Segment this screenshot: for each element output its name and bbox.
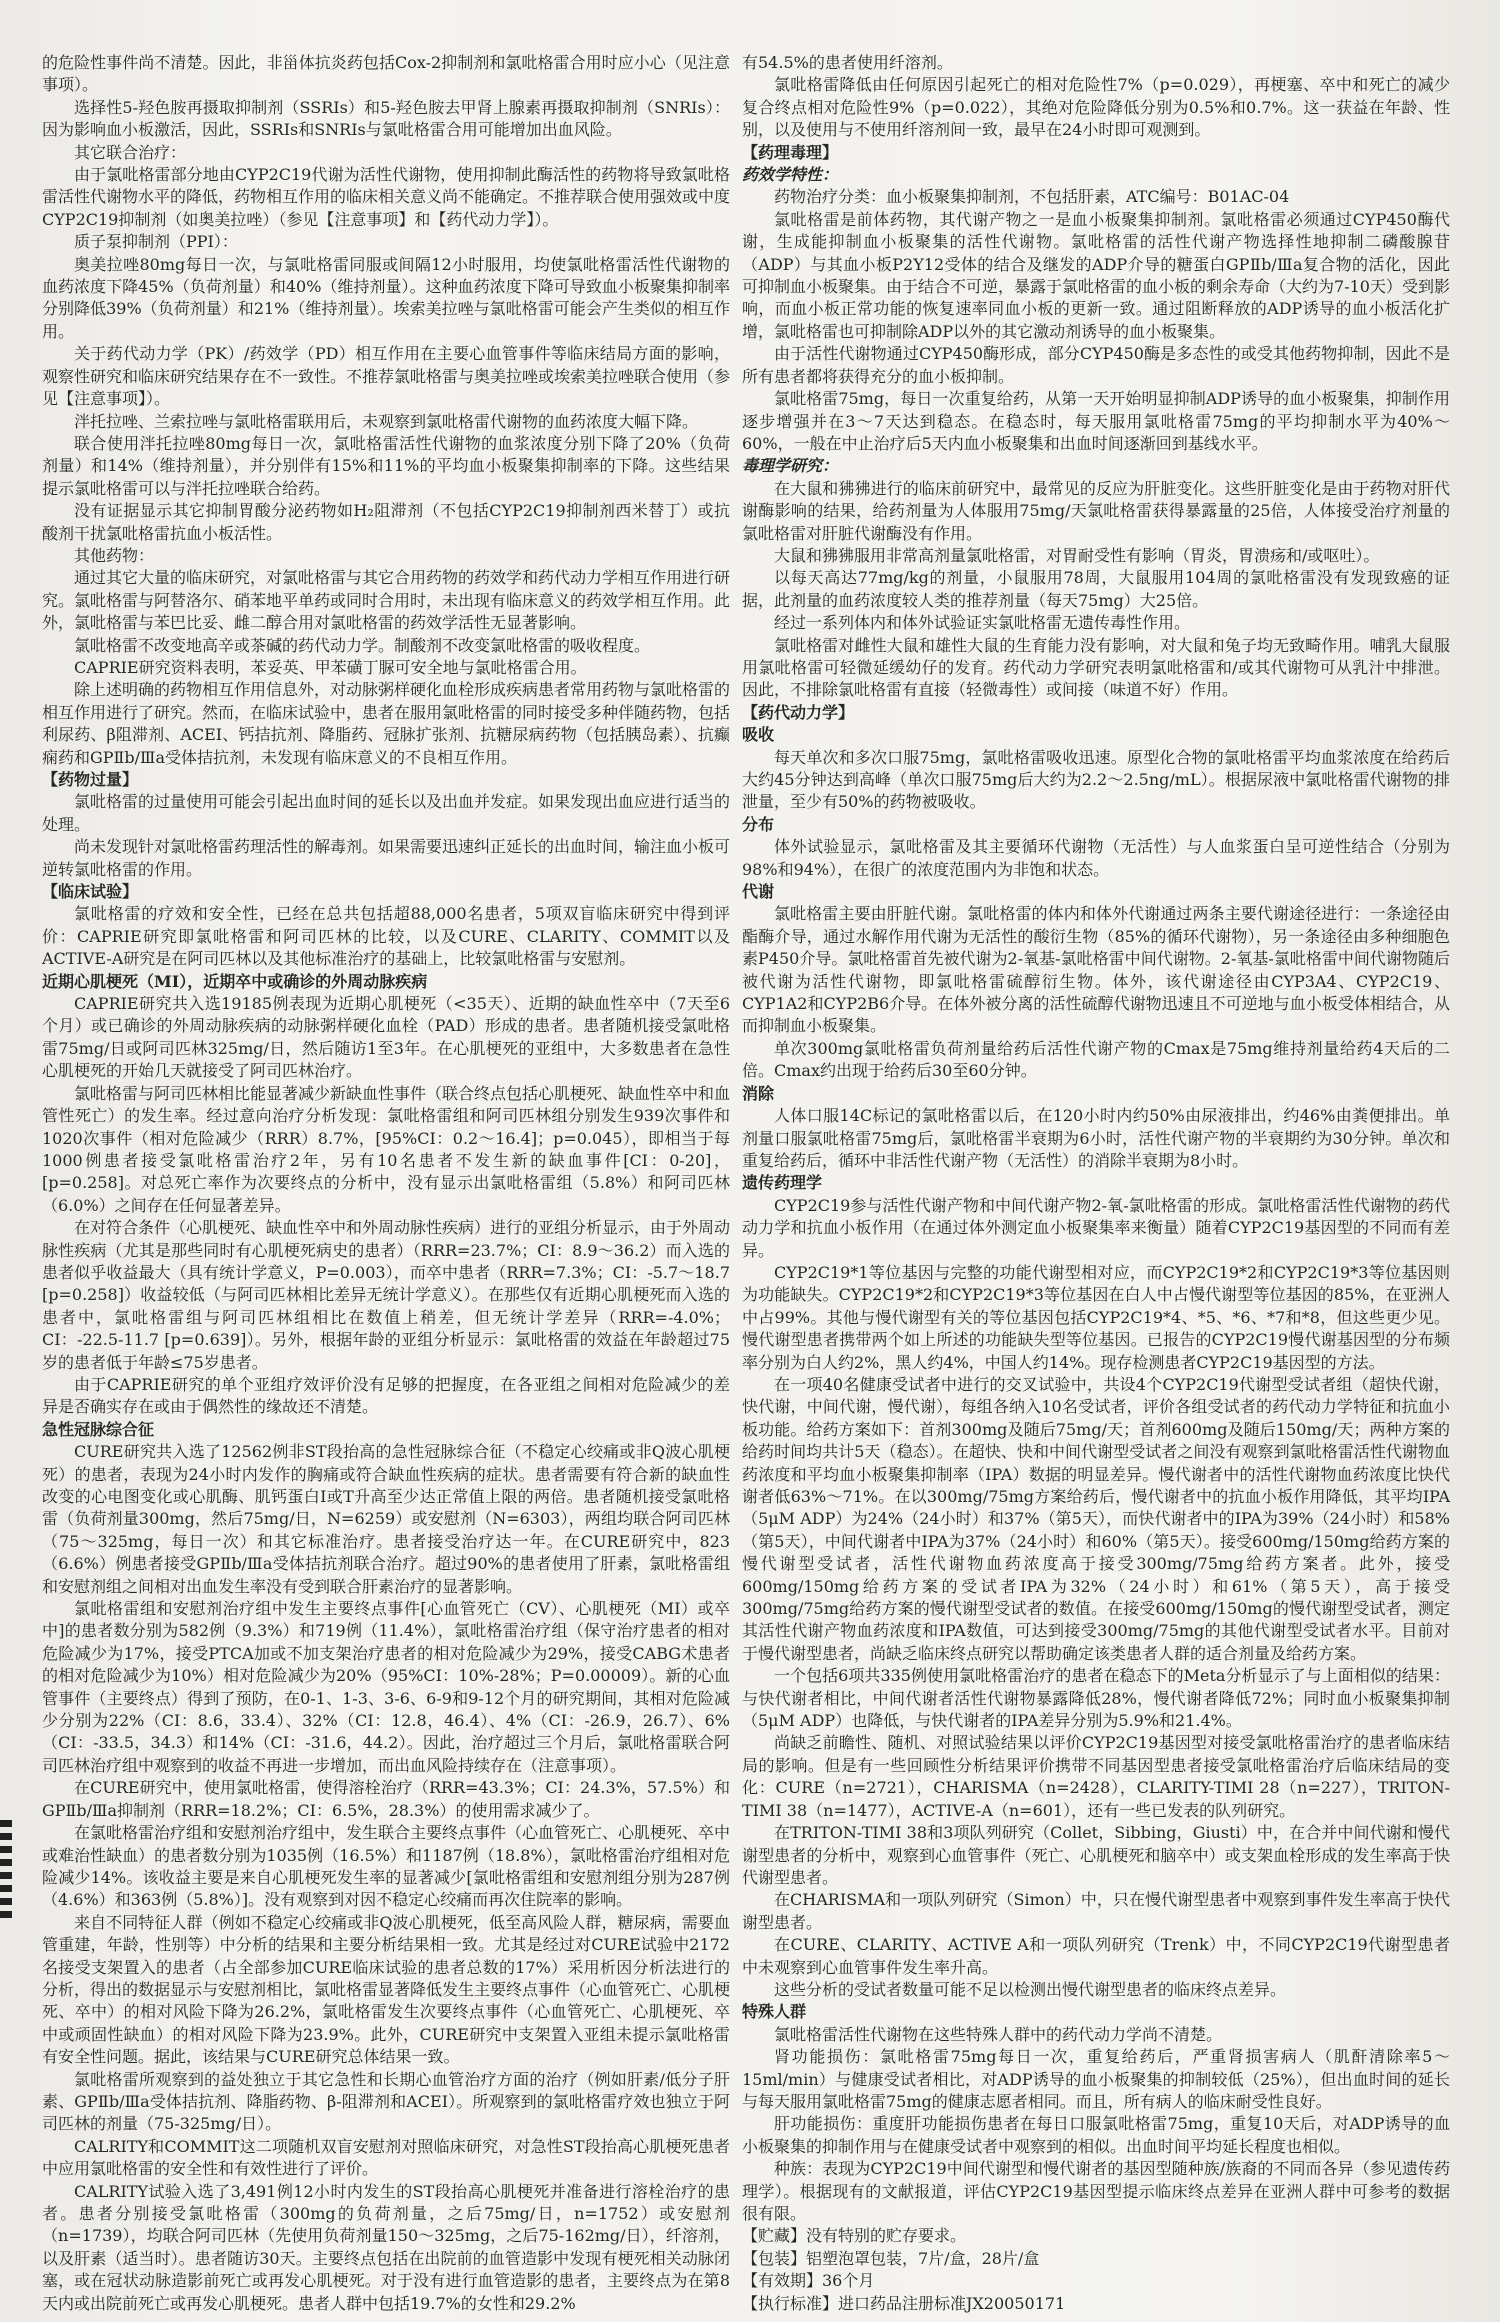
right-paragraph: 【有效期】36个月 xyxy=(742,2271,875,2291)
right-subheading: 分布 xyxy=(742,814,775,834)
right-subheading: 消除 xyxy=(742,1083,775,1103)
right-paragraph: 氯吡格雷75mg，每日一次重复给药，从第一天开始明显抑制ADP诱导的血小板聚集，抑制作用逐步增强并在3～7天达到稳态。在稳态时，每天服用氯吡格雷75mg的平均抑制水平为40%～60%，一般在中止治疗后5天内血小板聚集和出血时间逐渐回到基线水平。 xyxy=(742,389,1450,453)
right-section-heading: 【药理毒理】 xyxy=(742,142,839,162)
left-paragraph: 由于CAPRIE研究的单个亚组疗效评价没有足够的把握度，在各亚组之间相对危险减少的差异是否确实存在或由于偶然性的缘故还不清楚。 xyxy=(42,1374,730,1417)
left-paragraph: CALRITY和COMMIT这二项随机双盲安慰剂对照临床研究，对急性ST段抬高心肌梗死患者中应用氯吡格雷的安全性和有效性进行了评价。 xyxy=(42,2136,730,2179)
right-paragraph: 【贮藏】没有特别的贮存要求。 xyxy=(742,2226,967,2246)
left-paragraph: 氯吡格雷的过量使用可能会引起出血时间的延长以及出血并发症。如果发现出血应进行适当的处理。 xyxy=(42,792,731,834)
right-paragraph: 一个包括6项共335例使用氯吡格雷治疗的患者在稳态下的Meta分析显示了与上面相似的结果：与快代谢者相比，中间代谢者活性代谢物暴露降低28%，慢代谢者降低72%；同时血小板聚集抑制（5μM ADP）也降低，与快代谢者的IPA差异分别为5.9%和21.4%。 xyxy=(742,1666,1450,1731)
left-section-heading: 【临床试验】 xyxy=(42,882,139,902)
left-paragraph: 氯吡格雷与阿司匹林相比能显著减少新缺血性事件（联合终点包括心肌梗死、缺血性卒中和血管性死亡）的发生率。经过意向治疗分析发现：氯吡格雷组和阿司匹林组分别发生939次事件和1020次事件（相对危险减少（RRR）8.7%，[95%CI：0.2～16.4]；p=0.045），即相当于每1000例患者接受氯吡格雷治疗2年，另有10名患者不发生新的缺血事件[CI：0-20]，[p=0.258]。对总死亡率作为次要终点的分析中，没有显示出氯吡格雷组（5.8%）和阿司匹林（6.0%）之间存在任何显著差异。 xyxy=(42,1083,731,1215)
left-paragraph: 在对符合条件（心肌梗死、缺血性卒中和外周动脉性疾病）进行的亚组分析显示，由于外周动脉性疾病（尤其是那些同时有心肌梗死病史的患者）（RRR=23.7%；CI：8.9～36.2）而入选的患者似乎收益最大（具有统计学意义，P=0.003），而卒中患者（RRR=7.3%；CI：-5.7～18.7 [p=0.258]）收益较低（与阿司匹林相比差异无统计学意义）。在那些仅有近期心肌梗死而入选的患者中，氯吡格雷组与阿司匹林组相比在数值上稍差，但无统计学差异（RRR=-4.0%；CI：-22.5-11.7 [p=0.639]）。另外，根据年龄的亚组分析显示：氯吡格雷的效益在年龄超过75岁的患者低于年龄≤75岁患者。 xyxy=(42,1218,731,1372)
right-subsection-heading: 药效学特性： xyxy=(742,165,839,185)
left-paragraph: CAPRIE研究共入选19185例表现为近期心肌梗死（<35天）、近期的缺血性卒中（7天至6个月）或已确诊的外周动脉疾病的动脉粥样硬化血栓（PAD）形成的患者。患者随机接受氯吡格雷75mg/日或阿司匹林325mg/日，然后随访1至3年。在心肌梗死的亚组中，大多数患者在急性心肌梗死的开始几天就接受了阿司匹林治疗。 xyxy=(42,994,730,1081)
right-paragraph: 尚缺乏前瞻性、随机、对照试验结果以评价CYP2C19基因型对接受氯吡格雷治疗的患者临床结局的影响。但是有一些回顾性分析结果评价携带不同基因型患者接受氯吡格雷治疗后临床结局的变化：CURE（n=2721），CHARISMA（n=2428），CLARITY-TIMI 28（n=227），TRITON-TIMI 38（n=1477），ACTIVE-A（n=601），还有一些已发表的队列研究。 xyxy=(742,1733,1450,1820)
right-paragraph: 氯吡格雷主要由肝脏代谢。氯吡格雷的体内和体外代谢通过两条主要代谢途径进行：一条途径由酯酶介导，通过水解作用代谢为无活性的酸衍生物（85%的循环代谢物），另一条途径由多种细胞色素P450介导。氯吡格雷首先被代谢为2-氧基-氯吡格雷中间代谢物。2-氧基-氯吡格雷中间代谢物随后被代谢为活性代谢物，即氯吡格雷硫醇衍生物。体外，该代谢途径由CYP3A4、CYP2C19、CYP1A2和CYP2B6介导。在体外被分离的活性硫醇代谢物迅速且不可逆地与血小板受体相结合，从而抑制血小板聚集。 xyxy=(742,904,1450,1036)
left-paragraph: 在氯吡格雷治疗组和安慰剂治疗组中，发生联合主要终点事件（心血管死亡、心肌梗死、卒中或难治性缺血）的患者数分别为1035例（16.5%）和1187例（18.8%），氯吡格雷治疗组相对危险减少14%。该收益主要是来自心肌梗死发生率的显著减少[氯吡格雷组和安慰剂组分别为287例（4.6%）和363例（5.8%）]。没有观察到对因不稳定心绞痛而再次住院率的影响。 xyxy=(42,1823,731,1910)
right-paragraph: 种族：表现为CYP2C19中间代谢型和慢代谢者的基因型随种族/族裔的不同而各异（参见遗传药理学）。根据现有的文献报道，评估CYP2C19基因型提示临床终点差异在亚洲人群中可参考的数据很有限。 xyxy=(742,2159,1450,2223)
right-paragraph: 以每天高达77mg/kg的剂量，小鼠服用78周，大鼠服用104周的氯吡格雷没有发现致癌的证据，此剂量的血药浓度较人类的推荐剂量（每天75mg）大25倍。 xyxy=(742,568,1450,610)
right-paragraph: CYP2C19参与活性代谢产物和中间代谢产物2-氧-氯吡格雷的形成。氯吡格雷活性代谢物的药代动力学和抗血小板作用（在通过体外测定血小板聚集率来衡量）随着CYP2C19基因型的不同而有差异。 xyxy=(742,1195,1450,1260)
right-paragraph: 肝功能损伤：重度肝功能损伤患者在每日口服氯吡格雷75mg，重复10天后，对ADP诱导的血小板聚集的抑制作用与在健康受试者中观察到的相似。出血时间平均延长程度也相似。 xyxy=(742,2114,1450,2156)
left-paragraph: 质子泵抑制剂（PPI）： xyxy=(74,232,238,252)
left-paragraph: CALRITY试验入选了3,491例12小时内发生的ST段抬高心肌梗死并准备进行溶栓治疗的患者。患者分别接受氯吡格雷（300mg的负荷剂量，之后75mg/日，n=1752）或安慰剂（n=1739），均联合阿司匹林（先使用负荷剂量150～325mg，之后75-162mg/日），纤溶剂，以及肝素（适当时）。患者随访30天。主要终点包括在出院前的血管造影中发现有梗死相关动脉闭塞，或在冠状动脉造影前死亡或再发心肌梗死。对于没有进行血管造影的患者，主要终点为在第8天内或出院前死亡或再发心肌梗死。患者人群中包括19.7%的女性和29.2% xyxy=(42,2181,730,2313)
right-paragraph: 这些分析的受试者数量可能不足以检测出慢代谢型患者的临床终点差异。 xyxy=(774,1979,1287,1999)
right-paragraph: 在一项40名健康受试者中进行的交叉试验中，共设4个CYP2C19代谢型受试者组（超快代谢，快代谢，中间代谢，慢代谢），每组各纳入10名受试者，评价各组受试者的药代动力学特征和抗血小板功能。给药方案如下：首剂300mg及随后75mg/天；首剂600mg及随后150mg/天；两种方案的给药时间均共计5天（稳态）。在超快、快和中间代谢型受试者之间没有观察到氯吡格雷活性代谢物血药浓度和平均血小板聚集抑制率（IPA）数据的明显差异。慢代谢者中的活性代谢物血药浓度比快代谢者低63%～71%。在以300mg/75mg方案给药后，慢代谢者中的抗血小板作用降低，其平均IPA（5μM ADP）为24%（24小时）和37%（第5天），而快代谢者中的IPA为39%（24小时）和58%（第5天），中间代谢者中IPA为37%（24小时）和60%（第5天）。接受600mg/150mg给药方案的慢代谢型受试者，活性代谢物血药浓度高于接受300mg/75mg给药方案者。此外，接受600mg/150mg给药方案的受试者IPA为32%（24小时）和61%（第5天），高于接受300mg/75mg给药方案的慢代谢型受试者的数值。在接受600mg/150mg的慢代谢型受试者，测定其活性代谢产物血药浓度和IPA数值，可达到接受300mg/75mg的其他代谢型受试者水平。目前对于慢代谢型患者，尚缺乏临床终点研究以帮助确定该类患者人群的适合剂量及给药方案。 xyxy=(742,1374,1450,1663)
left-subheading: 近期心肌梗死（MI），近期卒中或确诊的外周动脉疾病 xyxy=(42,971,428,991)
right-paragraph: 大鼠和狒狒服用非常高剂量氯吡格雷，对胃耐受性有影响（胃炎，胃溃疡和/或呕吐）。 xyxy=(774,545,1380,565)
right-text-column xyxy=(742,52,1450,2315)
right-subheading: 特殊人群 xyxy=(742,2002,807,2022)
left-paragraph: 其它联合治疗： xyxy=(74,142,187,162)
right-paragraph: 由于活性代谢物通过CYP450酶形成，部分CYP450酶是多态性的或受其他药物抑制，因此不是所有患者都将获得充分的血小板抑制。 xyxy=(742,344,1450,386)
left-paragraph: CURE研究共入选了12562例非ST段抬高的急性冠脉综合征（不稳定心绞痛或非Q波心肌梗死）的患者，表现为24小时内发作的胸痛或符合缺血性疾病的症状。患者需要有符合新的缺血性改变的心电图变化或心肌酶、肌钙蛋白I或T升高至少达正常值上限的两倍。患者随机接受氯吡格雷（负荷剂量300mg，然后75mg/日，N=6259）或安慰剂（N=6303），两组均联合阿司匹林（75～325mg，每日一次）和其它标准治疗。患者接受治疗达一年。在CURE研究中，823（6.6%）例患者接受GPⅡb/Ⅲa受体拮抗剂联合治疗。超过90%的患者使用了肝素，氯吡格雷组和安慰剂组之间相对出血发生率没有受到联合肝素治疗的显著影响。 xyxy=(42,1442,730,1596)
right-paragraph: 药物治疗分类：血小板聚集抑制剂，不包括肝素，ATC编号：B01AC-04 xyxy=(774,187,1290,207)
left-paragraph: 泮托拉唑、兰索拉唑与氯吡格雷联用后，未观察到氯吡格雷代谢物的血药浓度大幅下降。 xyxy=(74,411,699,431)
right-subheading: 吸收 xyxy=(742,725,775,745)
left-paragraph: 来自不同特征人群（例如不稳定心绞痛或非Q波心肌梗死，低至高风险人群，糖尿病，需要血管重建，年龄，性别等）中分析的结果和主要分析结果相一致。尤其是经过对CURE试验中2172名接受支架置入的患者（占全部参加CURE临床试验的患者总数的17%）采用析因分析法进行的分析，得出的数据显示与安慰剂相比，氯吡格雷显著降低发生主要终点事件（心血管死亡、心肌梗死、卒中）的相对风险下降为26.2%，氯吡格雷发生次要终点事件（心血管死亡、心肌梗死、卒中或顽固性缺血）的相对风险下降为23.9%。此外，CURE研究中支架置入亚组未提示氯吡格雷有安全性问题。据此，该结果与CURE研究总体结果一致。 xyxy=(42,1912,731,2067)
left-paragraph: 除上述明确的药物相互作用信息外，对动脉粥样硬化血栓形成疾病患者常用药物与氯吡格雷的相互作用进行了研究。然而，在临床试验中，患者在服用氯吡格雷的同时接受多种伴随药物，包括利尿药、β阻滞剂、ACEI、钙拮抗剂、降脂药、冠脉扩张剂、抗糖尿病药物（包括胰岛素）、抗癫痫药和GPⅡb/Ⅲa受体拮抗剂，未发现有临床意义的不良相互作用。 xyxy=(42,680,731,767)
right-subheading: 代谢 xyxy=(742,882,775,902)
left-section-heading: 【药物过量】 xyxy=(42,770,139,789)
right-paragraph: 氯吡格雷活性代谢物在这些特殊人群中的药代动力学尚不清楚。 xyxy=(774,2024,1223,2044)
left-paragraph: CAPRIE研究资料表明，苯妥英、甲苯磺丁脲可安全地与氯吡格雷合用。 xyxy=(74,657,587,677)
edge-scan-marks xyxy=(0,1820,12,1940)
right-paragraph: 【执行标准】进口药品注册标准JX20050171 xyxy=(742,2293,1066,2313)
left-paragraph: 联合使用泮托拉唑80mg每日一次，氯吡格雷活性代谢物的血浆浓度分别下降了20%（负荷剂量）和14%（维持剂量），并分别伴有15%和11%的平均血小板聚集抑制率的下降。这些结果提示氯吡格雷可以与泮托拉唑联合给药。 xyxy=(42,433,730,498)
right-paragraph: 经过一系列体内和体外试验证实氯吡格雷无遗传毒性作用。 xyxy=(774,613,1191,633)
left-paragraph: 的危险性事件尚不清楚。因此，非甾体抗炎药包括Cox-2抑制剂和氯吡格雷合用时应小心（见注意事项）。 xyxy=(42,53,730,95)
left-paragraph: 氯吡格雷所观察到的益处独立于其它急性和长期心血管治疗方面的治疗（例如肝素/低分子肝素、GPⅡb/Ⅲa受体拮抗剂、降脂药物、β-阻滞剂和ACEI）。所观察到的氯吡格雷疗效也独立于阿司匹林的剂量（75-325mg/日）。 xyxy=(42,2069,730,2134)
right-paragraph: 在CURE、CLARITY、ACTIVE A和一项队列研究（Trenk）中，不同CYP2C19代谢型患者中未观察到心血管事件发生率升高。 xyxy=(742,1935,1450,1977)
right-paragraph: 肾功能损伤：氯吡格雷75mg每日一次，重复给药后，严重肾损害病人（肌酐清除率5～15ml/min）与健康受试者相比，对ADP诱导的血小板聚集的抑制较低（25%），但出血时间的延长与每天服用氯吡格雷75mg的健康志愿者相同。而且，所有病人的临床耐受性良好。 xyxy=(742,2047,1450,2111)
left-paragraph: 尚未发现针对氯吡格雷药理活性的解毒剂。如果需要迅速纠正延长的出血时间，输注血小板可逆转氯吡格雷的作用。 xyxy=(42,837,731,879)
left-paragraph: 通过其它大量的临床研究，对氯吡格雷与其它合用药物的药效学和药代动力学相互作用进行研究。氯吡格雷与阿替洛尔、硝苯地平单药或同时合用时，未出现有临床意义的药效学相互作用。此外，氯吡格雷与苯巴比妥、雌二醇合用对氯吡格雷的药效学活性无显著影响。 xyxy=(42,568,731,633)
right-paragraph: CYP2C19*1等位基因与完整的功能代谢型相对应，而CYP2C19*2和CYP2C19*3等位基因则为功能缺失。CYP2C19*2和CYP2C19*3等位基因在白人中占慢代谢型等位基因的85%，在亚洲人中占99%。其他与慢代谢型有关的等位基因包括CYP2C19*4、*5、*6、*7和*8，但这些更少见。慢代谢型患者携带两个如上所述的功能缺失型等位基因。已报告的CYP2C19慢代谢基因型的分布频率分别为白人约2%，黑人约4%，中国人约14%。现存检测患者CYP2C19基因型的方法。 xyxy=(742,1262,1450,1372)
right-paragraph: 单次300mg氯吡格雷负荷剂量给药后活性代谢产物的Cmax是75mg维持剂量给药4天后的二倍。Cmax约出现于给药后30至60分钟。 xyxy=(742,1038,1450,1081)
right-paragraph: 有54.5%的患者使用纤溶剂。 xyxy=(742,53,953,72)
right-paragraph: 氯吡格雷对雌性大鼠和雄性大鼠的生育能力没有影响，对大鼠和兔子均无致畸作用。哺乳大鼠服用氯吡格雷可轻微延缓幼仔的发育。药代动力学研究表明氯吡格雷和/或其代谢物可从乳汁中排泄。因此，不排除氯吡格雷有直接（轻微毒性）或间接（味道不好）作用。 xyxy=(742,635,1450,700)
left-paragraph: 在CURE研究中，使用氯吡格雷，使得溶栓治疗（RRR=43.3%；CI：24.3%，57.5%）和GPⅡb/Ⅲa抑制剂（RRR=18.2%；CI：6.5%，28.3%）的使用需求减少了。 xyxy=(42,1778,730,1820)
right-subheading: 遗传药理学 xyxy=(742,1173,823,1193)
right-paragraph: 在TRITON-TIMI 38和3项队列研究（Collet，Sibbing，Giusti）中，在合并中间代谢和慢代谢型患者的分析中，观察到心血管事件（死亡、心肌梗死和脑卒中）或支架血栓形成的发生率高于快代谢型患者。 xyxy=(742,1823,1450,1887)
left-paragraph: 没有证据显示其它抑制胃酸分泌药物如H₂阻滞剂（不包括CYP2C19抑制剂西米替丁）或抗酸剂干扰氯吡格雷抗血小板活性。 xyxy=(42,501,730,543)
left-paragraph: 由于氯吡格雷部分地由CYP2C19代谢为活性代谢物，使用抑制此酶活性的药物将导致氯吡格雷活性代谢物水平的降低，药物相互作用的临床相关意义尚不能确定。不推荐联合使用强效或中度CYP2C19抑制剂（如奥美拉唑）（参见【注意事项】和【药代动力学】）。 xyxy=(42,165,731,229)
left-paragraph: 氯吡格雷组和安慰剂治疗组中发生主要终点事件[心血管死亡（CV）、心肌梗死（MI）或卒中]的患者数分别为582例（9.3%）和719例（11.4%），氯吡格雷治疗组（保守治疗患者的相对危险减少为17%，接受PTCA加或不加支架治疗患者的相对危险减少为29%，接受CABG术患者的相对危险减少为10%）相对危险减少为20%（95%CI：10%-28%；P=0.00009）。新的心血管事件（主要终点）得到了预防，在0-1、1-3、3-6、6-9和9-12个月的研究期间，其相对危险减少分别为22%（CI：8.6，33.4）、32%（CI：12.8，46.4）、4%（CI：-26.9，26.7）、6%（CI：-33.5，34.3）和14%（CI：-31.6，44.2）。因此，治疗超过三个月后，氯吡格雷联合阿司匹林治疗组中观察到的收益不再进一步增加，而出血风险持续存在（注意事项）。 xyxy=(42,1599,730,1775)
right-paragraph: 【包装】铝塑泡罩包装，7片/盒，28片/盒 xyxy=(742,2248,1040,2268)
left-subheading: 急性冠脉综合征 xyxy=(42,1419,155,1439)
left-paragraph: 氯吡格雷不改变地高辛或茶碱的药代动力学。制酸剂不改变氯吡格雷的吸收程度。 xyxy=(74,635,651,655)
left-paragraph: 关于药代动力学（PK）/药效学（PD）相互作用在主要心血管事件等临床结局方面的影响，观察性研究和临床研究结果存在不一致性。不推荐氯吡格雷与奥美拉唑或埃索美拉唑联合使用（参见【注意事项】）。 xyxy=(42,344,731,409)
right-paragraph: 在CHARISMA和一项队列研究（Simon）中，只在慢代谢型患者中观察到事件发生率高于快代谢型患者。 xyxy=(742,1890,1450,1932)
right-paragraph: 每天单次和多次口服75mg，氯吡格雷吸收迅速。原型化合物的氯吡格雷平均血浆浓度在给药后大约45分钟达到高峰（单次口服75mg后大约为2.2～2.5ng/mL）。根据尿液中氯吡格雷代谢物的排泄量，至少有50%的药物被吸收。 xyxy=(742,747,1450,812)
left-paragraph: 选择性5-羟色胺再摄取抑制剂（SSRIs）和5-羟色胺去甲肾上腺素再摄取抑制剂（SNRIs）：因为影响血小板激活，因此，SSRIs和SNRIs与氯吡格雷合用可能增加出血风险。 xyxy=(42,97,730,140)
left-paragraph: 氯吡格雷的疗效和安全性，已经在总共包括超88,000名患者，5项双盲临床研究中得到评价：CAPRIE研究即氯吡格雷和阿司匹林的比较，以及CURE、CLARITY、COMMIT以及ACTIVE-A研究是在阿司匹林以及其他标准治疗的基础上，比较氯吡格雷与安慰剂。 xyxy=(42,904,730,969)
right-paragraph: 体外试验显示，氯吡格雷及其主要循环代谢物（无活性）与人血浆蛋白呈可逆性结合（分别为98%和94%），在很广的浓度范围内为非饱和状态。 xyxy=(742,837,1450,879)
right-paragraph: 在大鼠和狒狒进行的临床前研究中，最常见的反应为肝脏变化。这些肝脏变化是由于药物对肝代谢酶影响的结果，给药剂量为人体服用75mg/天氯吡格雷获得暴露量的25倍，人体接受治疗剂量的氯吡格雷对肝脏代谢酶没有作用。 xyxy=(742,478,1450,543)
left-text-column xyxy=(42,52,730,2315)
left-paragraph: 其他药物： xyxy=(74,545,155,565)
right-subsection-heading: 毒理学研究： xyxy=(742,456,839,476)
right-paragraph: 氯吡格雷是前体药物，其代谢产物之一是血小板聚集抑制剂。氯吡格雷必须通过CYP450酶代谢，生成能抑制血小板聚集的活性代谢物。氯吡格雷的活性代谢产物选择性地抑制二磷酸腺苷（ADP）与其血小板P2Y12受体的结合及继发的ADP介导的糖蛋白GPⅡb/Ⅲa复合物的活化，因此可抑制血小板聚集。由于结合不可逆，暴露于氯吡格雷的血小板的剩余寿命（大约为7-10天）受到影响，而血小板正常功能的恢复速率同血小板的更新一致。通过阻断释放的ADP诱导的血小板活化扩增，氯吡格雷也可抑制除ADP以外的其它激动剂诱导的血小板聚集。 xyxy=(742,209,1450,341)
right-paragraph: 氯吡格雷降低由任何原因引起死亡的相对危险性7%（p=0.029），再梗塞、卒中和死亡的减少复合终点相对危险性9%（p=0.022），其绝对危险降低分别为0.5%和0.7%。这一获益在年龄、性别，以及使用与不使用纤溶剂间一致，最早在24小时即可观测到。 xyxy=(742,75,1450,140)
left-paragraph: 奥美拉唑80mg每日一次，与氯吡格雷同服或间隔12小时服用，均使氯吡格雷活性代谢物的血药浓度下降45%（负荷剂量）和40%（维持剂量）。这种血药浓度下降可导致血小板聚集抑制率分别降低39%（负荷剂量）和21%（维持剂量）。埃索美拉唑与氯吡格雷可能会产生类似的相互作用。 xyxy=(42,254,730,341)
right-section-heading: 【药代动力学】 xyxy=(742,702,855,722)
right-paragraph: 人体口服14C标记的氯吡格雷以后，在120小时内约50%由尿液排出，约46%由粪便排出。单剂量口服氯吡格雷75mg后，氯吡格雷半衰期为6小时，活性代谢产物的半衰期约为30分钟。单次和重复给药后，循环中非活性代谢产物（无活性）的消除半衰期为8小时。 xyxy=(742,1106,1450,1170)
